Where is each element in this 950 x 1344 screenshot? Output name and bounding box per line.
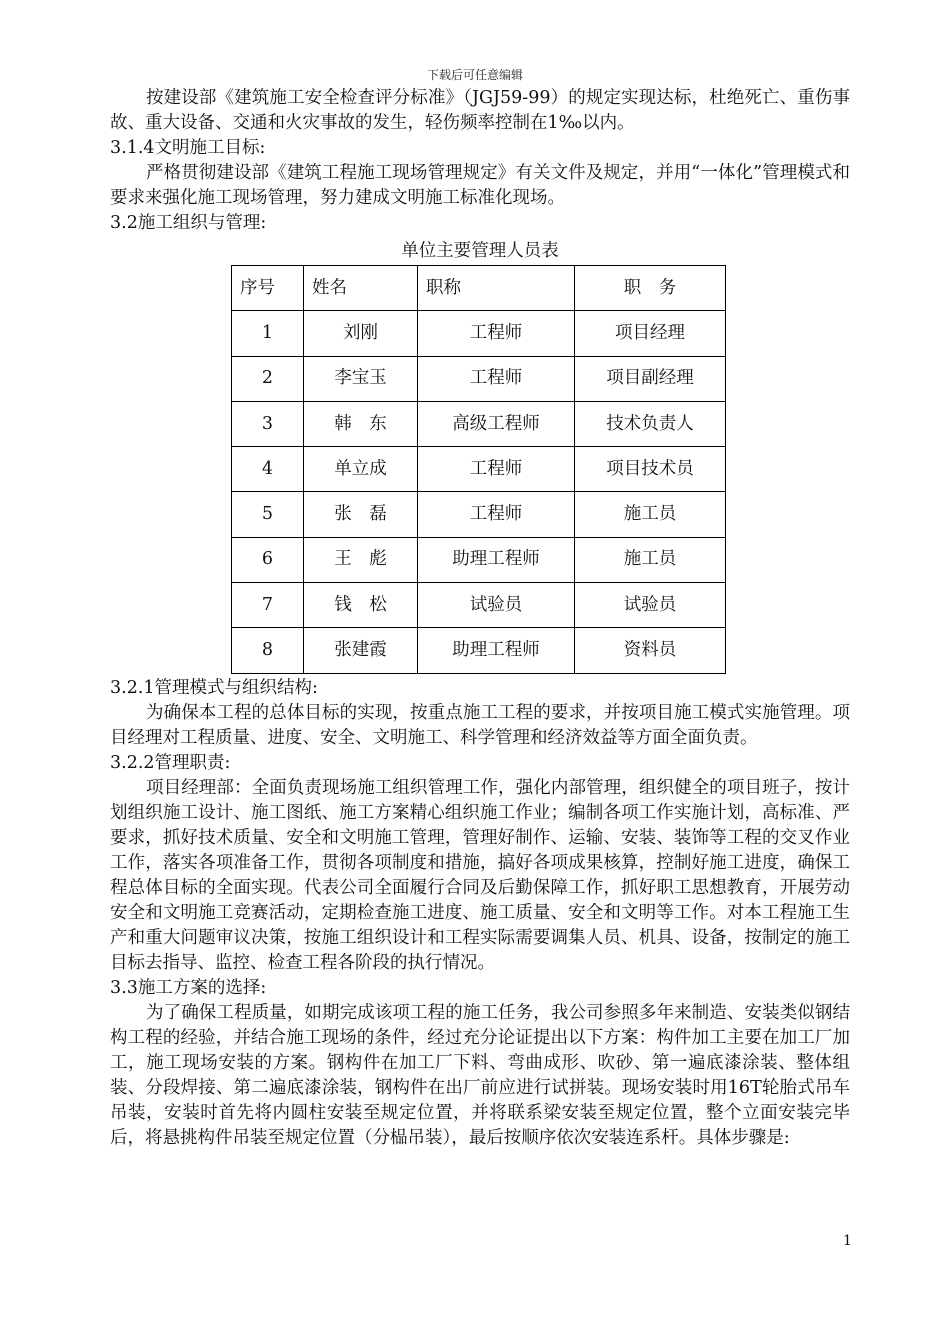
document-body bbox=[110, 86, 850, 1151]
cell-index: 6 bbox=[232, 537, 304, 582]
header-index: 序号 bbox=[232, 266, 304, 311]
cell-name: 李宝玉 bbox=[304, 356, 418, 401]
table-row bbox=[232, 583, 726, 628]
cell-index: 4 bbox=[232, 447, 304, 492]
section-3-1-4-heading: 3.1.4文明施工目标: bbox=[110, 138, 266, 158]
table-row bbox=[232, 492, 726, 537]
header-title: 职称 bbox=[418, 266, 575, 311]
section-3-3-heading: 3.3施工方案的选择: bbox=[110, 977, 267, 998]
header-note: 下载后可任意编辑 bbox=[426, 68, 523, 82]
table-row bbox=[232, 401, 726, 446]
cell-title: 助理工程师 bbox=[418, 537, 575, 582]
cell-title: 助理工程师 bbox=[418, 628, 575, 673]
table-row bbox=[232, 537, 726, 582]
staff-table-caption: 单位主要管理人员表 bbox=[401, 241, 559, 261]
table-row bbox=[232, 628, 726, 673]
cell-index: 7 bbox=[232, 583, 304, 628]
section-3-3-body: 为了确保工程质量，如期完成该项工程的施工任务，我公司参照多年来制造、安装类似钢结构工程的经验，并结合施工现场的条件，经过充分论证提出以下方案：构件加工主要在加工厂加工，施工现场安装的方案。钢构件在加工厂下料、弯曲成形、吹砂、第一遍底漆涂装、整体组装、分段焊接、第二遍底漆涂装，钢构件在出厂前应进行试拼装。现场安装时用16T轮胎式吊车吊装，安装时首先将内圆柱安装至规定位置，并将联系梁安装至规定位置，整个立面安装完毕后，将悬挑构件吊装至规定位置（分榀吊装），最后按顺序依次安装连系杆。具体步骤是: bbox=[110, 1002, 850, 1148]
cell-title: 工程师 bbox=[418, 447, 575, 492]
table-row bbox=[232, 447, 726, 492]
header-name: 姓名 bbox=[304, 266, 418, 311]
cell-name: 单立成 bbox=[304, 447, 418, 492]
table-row bbox=[232, 356, 726, 401]
cell-name: 王 彪 bbox=[304, 537, 418, 582]
staff-table bbox=[231, 265, 726, 674]
cell-position: 项目副经理 bbox=[575, 356, 726, 401]
cell-position: 施工员 bbox=[575, 492, 726, 537]
cell-index: 2 bbox=[232, 356, 304, 401]
safety-target-paragraph: 按建设部《建筑施工安全检查评分标准》（JGJ59-99）的规定实现达标，杜绝死亡、重伤事故、重大设备、交通和火灾事故的发生，轻伤频率控制在1‰以内。 bbox=[110, 88, 850, 133]
cell-position: 施工员 bbox=[575, 537, 726, 582]
cell-index: 8 bbox=[232, 628, 304, 673]
table-header-row bbox=[232, 266, 726, 311]
cell-title: 工程师 bbox=[418, 311, 575, 356]
cell-name: 张 磊 bbox=[304, 492, 418, 537]
table-row bbox=[232, 311, 726, 356]
cell-index: 1 bbox=[232, 311, 304, 356]
cell-name: 刘刚 bbox=[304, 311, 418, 356]
section-3-2-2-heading: 3.2.2管理职责: bbox=[110, 752, 231, 773]
cell-title: 高级工程师 bbox=[418, 401, 575, 446]
cell-index: 3 bbox=[232, 401, 304, 446]
cell-title: 工程师 bbox=[418, 492, 575, 537]
header-position: 职 务 bbox=[575, 266, 726, 311]
cell-title: 工程师 bbox=[418, 356, 575, 401]
cell-position: 试验员 bbox=[575, 583, 726, 628]
cell-title: 试验员 bbox=[418, 583, 575, 628]
cell-name: 钱 松 bbox=[304, 583, 418, 628]
cell-position: 项目经理 bbox=[575, 311, 726, 356]
cell-name: 张建霞 bbox=[304, 628, 418, 673]
section-3-2-1-body: 为确保本工程的总体目标的实现，按重点施工工程的要求，并按项目施工模式实施管理。项目经理对工程质量、进度、安全、文明施工、科学管理和经济效益等方面全面负责。 bbox=[110, 702, 850, 748]
page-number: 1 bbox=[843, 1233, 852, 1249]
cell-name: 韩 东 bbox=[304, 401, 418, 446]
section-3-1-4-body: 严格贯彻建设部《建筑工程施工现场管理规定》有关文件及规定，并用“一体化”管理模式和要求来强化施工现场管理，努力建成文明施工标准化现场。 bbox=[110, 163, 850, 208]
cell-index: 5 bbox=[232, 492, 304, 537]
section-3-2-2-body: 项目经理部：全面负责现场施工组织管理工作，强化内部管理，组织健全的项目班子，按计划组织施工设计、施工图纸、施工方案精心组织施工作业；编制各项工作实施计划，高标准、严要求，抓好技术质量、安全和文明施工管理，管理好制作、运输、安装、装饰等工程的交叉作业工作，落实各项准备工作，贯彻各项制度和措施，搞好各项成果核算，控制好施工进度，确保工程总体目标的全面实现。代表公司全面履行合同及后勤保障工作，抓好职工思想教育，开展劳动安全和文明施工竞赛活动，定期检查施工进度、施工质量、安全和文明等工作。对本工程施工生产和重大问题审议决策，按施工组织设计和工程实际需要调集人员、机具、设备，按制定的施工目标去指导、监控、检查工程各阶段的执行情况。 bbox=[110, 777, 850, 973]
cell-position: 资料员 bbox=[575, 628, 726, 673]
section-3-2-heading: 3.2施工组织与管理: bbox=[110, 213, 267, 233]
cell-position: 技术负责人 bbox=[575, 401, 726, 446]
section-3-2-1-heading: 3.2.1管理模式与组织结构: bbox=[110, 677, 318, 698]
cell-position: 项目技术员 bbox=[575, 447, 726, 492]
